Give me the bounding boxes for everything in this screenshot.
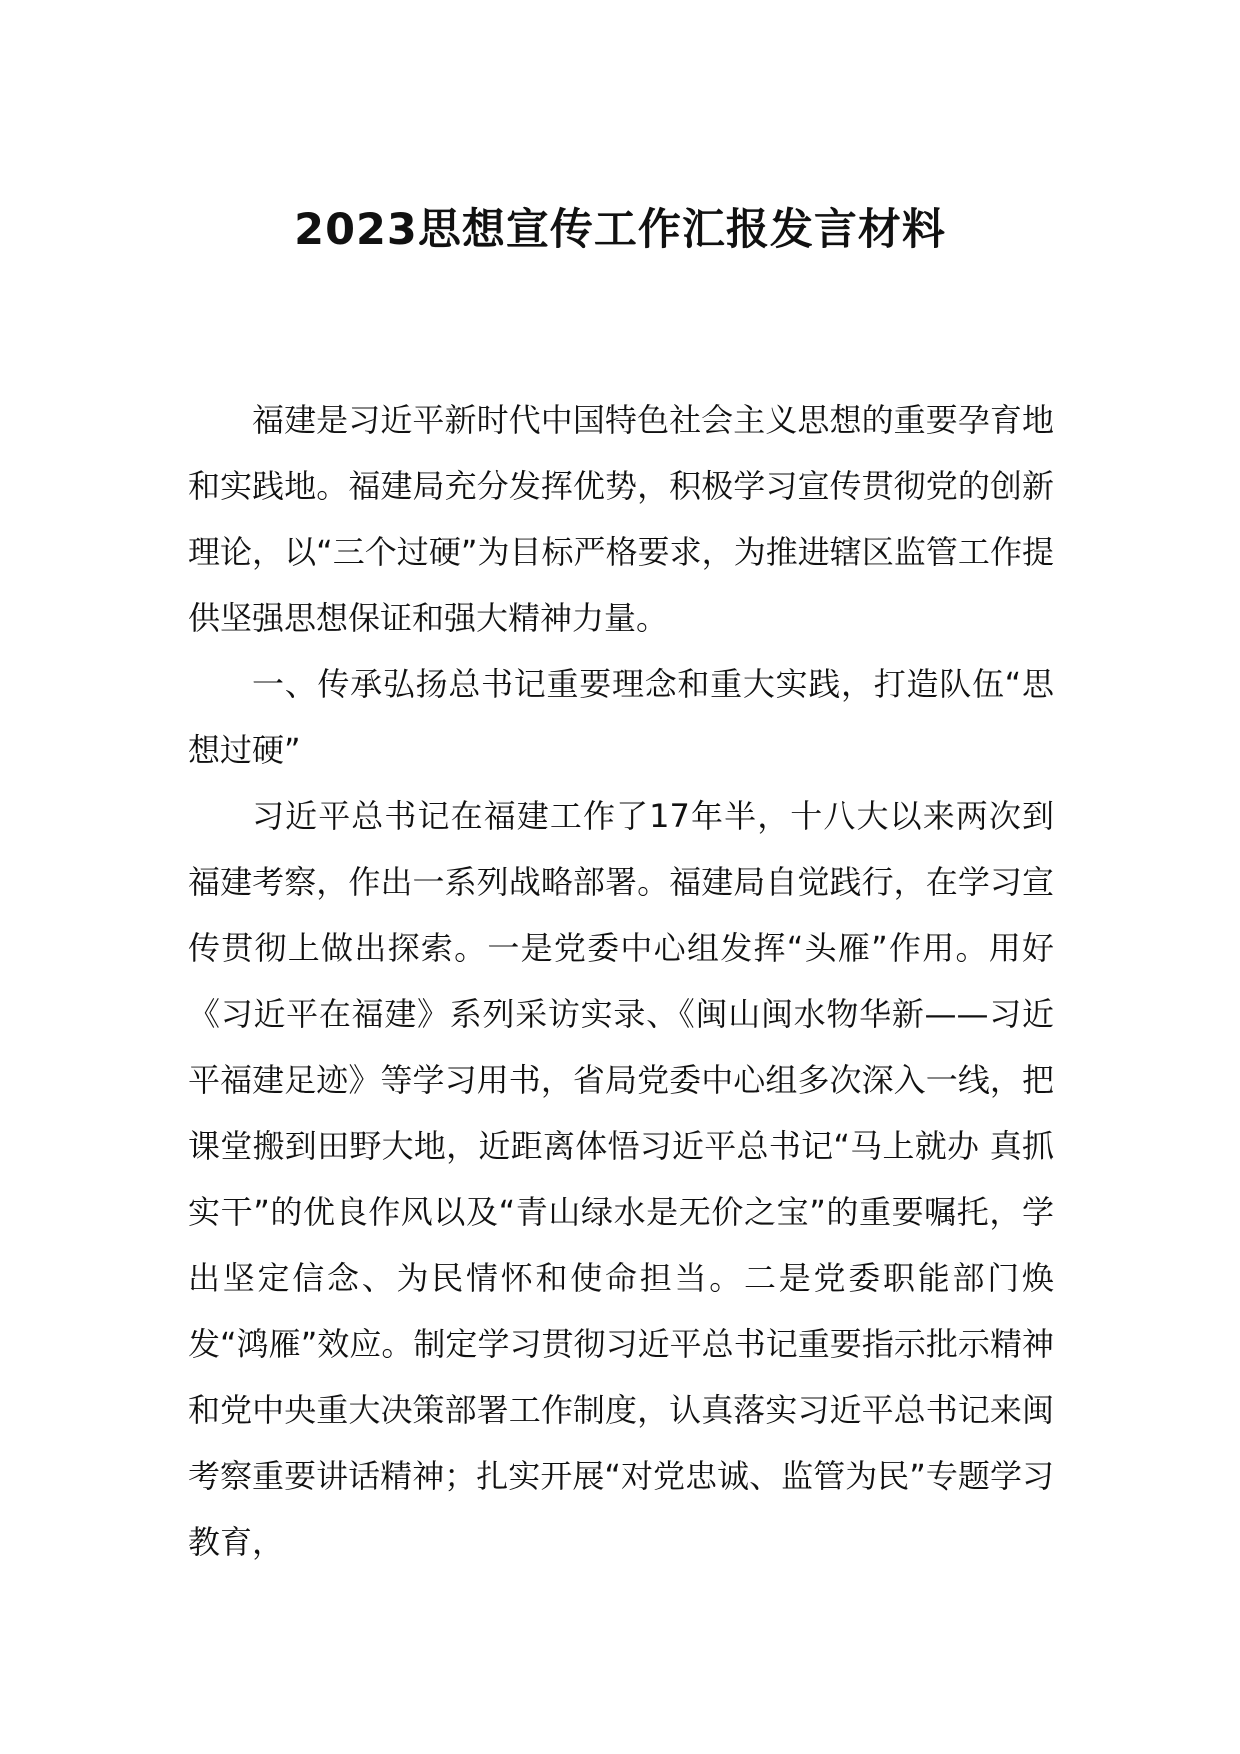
document-title: 2023思想宣传工作汇报发言材料	[294, 205, 946, 255]
section-heading-one: 一、传承弘扬总书记重要理念和重大实践，打造队伍“思想过硬”	[188, 665, 1054, 769]
document-body	[188, 387, 1054, 1575]
paragraph-section-one: 习近平总书记在福建工作了17年半，十八大以来两次到福建考察，作出一系列战略部署。福建局自觉践行，在学习宣传贯彻上做出探索。一是党委中心组发挥“头雁”作用。用好《习近平在福建》系列采访实录、《闽山闽水物华新——习近平福建足迹》等学习用书，省局党委中心组多次深入一线，把课堂搬到田野大地，近距离体悟习近平总书记“马上就办 真抓实干”的优良作风以及“青山绿水是无价之宝”的重要嘱托，学出坚定信念、为民情怀和使命担当。二是党委职能部门焕发“鸿雁”效应。制定学习贯彻习近平总书记重要指示批示精神和党中央重大决策部署工作制度，认真落实习近平总书记来闽考察重要讲话精神；扎实开展“对党忠诚、监管为民”专题学习教育，	[188, 797, 1054, 1561]
paragraph-intro: 福建是习近平新时代中国特色社会主义思想的重要孕育地和实践地。福建局充分发挥优势，积极学习宣传贯彻党的创新理论，以“三个过硬”为目标严格要求，为推进辖区监管工作提供坚强思想保证和强大精神力量。	[188, 401, 1054, 637]
